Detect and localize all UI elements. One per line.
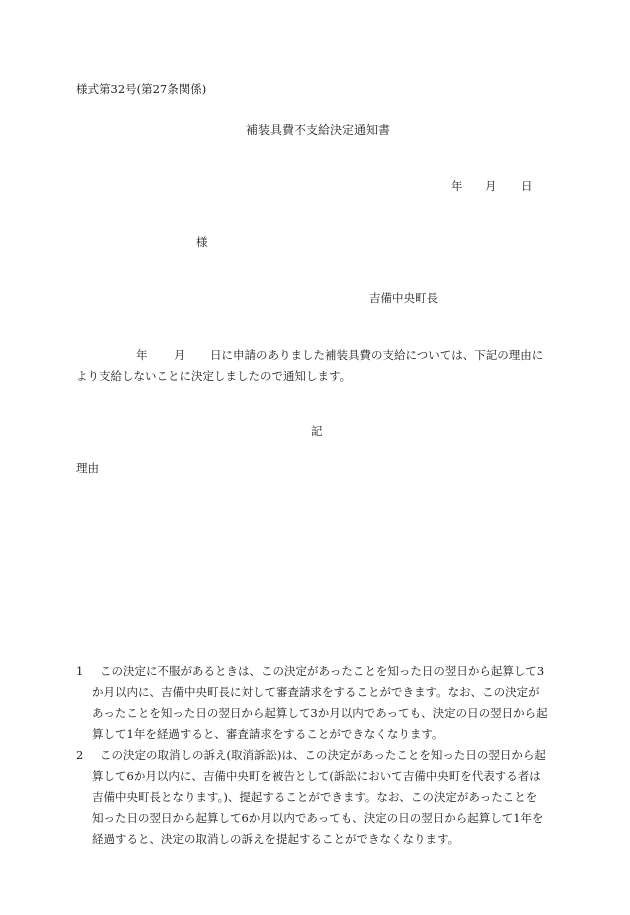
body-text-line-2: より支給しないことに決定しましたので通知します。 [76, 369, 352, 383]
recipient-honorific: 様 [196, 235, 208, 249]
note-line: 算して6か月以内に、吉備中央町を被告として(訴訟において吉備中央町を代表する者は [92, 769, 541, 783]
date-month-label: 月 [485, 179, 497, 193]
note-number: 1 [76, 664, 84, 678]
note-item [76, 745, 562, 850]
note-line: 経過すると、決定の取消しの訴えを提起することができなくなります。 [92, 832, 460, 846]
note-number: 2 [76, 748, 84, 762]
note-line: 算して1年を経過すると、審査請求をすることができなくなります。 [92, 727, 444, 741]
note-line: この決定の取消しの訴え(取消訴訟)は、この決定があったことを知った日の翌日から起 [100, 748, 546, 762]
body-month-label: 月 [174, 348, 186, 362]
notes-section [76, 661, 562, 850]
body-text-rest: 日に申請のありました補装具費の支給については、下記の理由に [210, 348, 544, 362]
document-title: 補装具費不支給決定通知書 [246, 123, 391, 137]
issuer-name: 吉備中央町長 [369, 291, 438, 305]
ki-heading: 記 [311, 424, 323, 438]
note-line: あったことを知った日の翌日から起算して3か月以内であっても、決定の日の翌日から起 [92, 706, 548, 720]
note-item [76, 661, 562, 745]
note-line: 吉備中央町長となります。)、提起することができます。なお、この決定があったことを [92, 790, 538, 804]
note-line: か月以内に、吉備中央町長に対して審査請求をすることができます。なお、この決定が [92, 685, 540, 699]
note-line: この決定に不服があるときは、この決定があったことを知った日の翌日から起算して3 [100, 664, 545, 678]
date-day-label: 日 [521, 179, 533, 193]
reason-label: 理由 [76, 461, 99, 475]
body-year-label: 年 [136, 348, 148, 362]
note-line: 知った日の翌日から起算して6か月以内であっても、決定の日の翌日から起算して1年を [92, 811, 544, 825]
form-number: 様式第32号(第27条関係) [76, 82, 207, 96]
date-year-label: 年 [451, 179, 463, 193]
